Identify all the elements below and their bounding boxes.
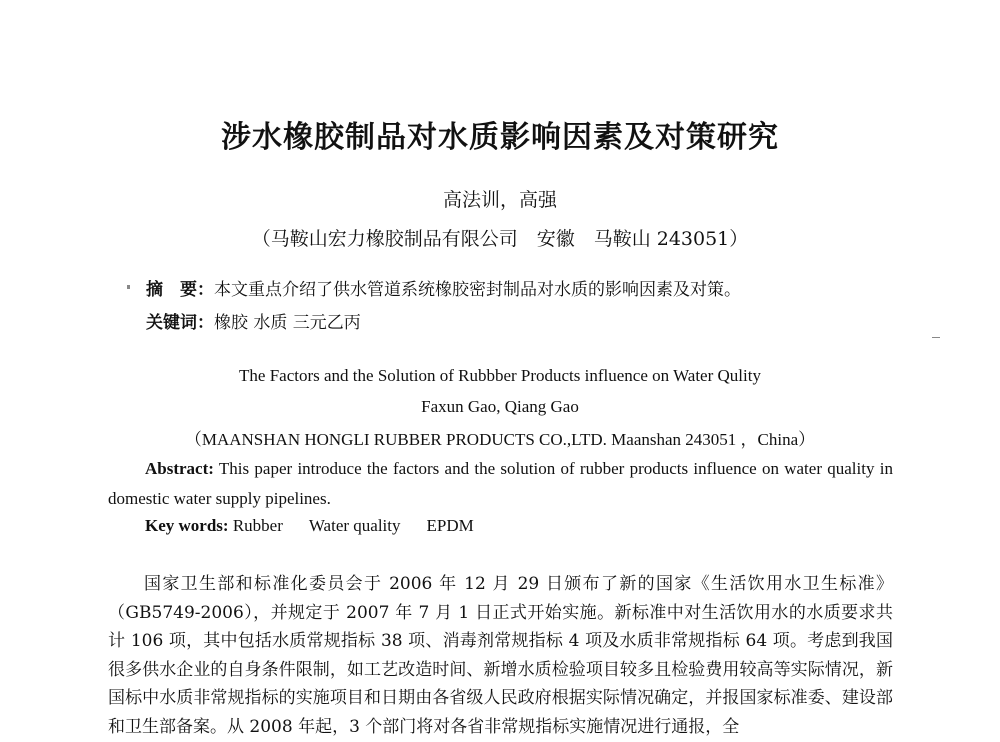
paper-title: 涉水橡胶制品对水质影响因素及对策研究 xyxy=(221,120,779,155)
abstract-cn-label: 摘 要： xyxy=(146,280,214,300)
abstract-cn xyxy=(146,275,741,300)
authors: 高法训，高强 xyxy=(442,189,557,211)
english-affiliation: （MAANSHAN HONGLI RUBBER PRODUCTS CO.,LTD. Maanshan 243051 ，China） xyxy=(184,430,816,449)
keywords-en-label: Key words: xyxy=(145,516,229,535)
abstract-cn-text: 本文重点介绍了供水管道系统橡胶密封制品对水质的影响因素及对策。 xyxy=(214,280,741,300)
affiliation: （马鞍山宏力橡胶制品有限公司 安徽 马鞍山 243051） xyxy=(251,228,749,250)
abstract-en-text: This paper introduce the factors and the solution of rubber products influence on water quality in domestic water supply pipelines. xyxy=(108,459,893,508)
keywords-cn xyxy=(146,308,361,333)
keywords-en xyxy=(145,516,474,536)
keywords-cn-label: 关键词： xyxy=(146,313,214,333)
keyword-3: EPDM xyxy=(426,516,474,535)
body-paragraph: 国家卫生部和标准化委员会于 2006 年 12 月 29 日颁布了新的国家《生活饮用水卫生标准》（GB5749-2006），并规定于 2007 年 7 月 1 日正式开始实施。新标准中对生活饮用水的水质要求共计 106 项，其中包括水质常规指标 38 项、消毒剂常规指标 4 项及水质非常规指标 64 项。考虑到我国很多供水企业的自身条件限制，如工艺改造时间、新增水质检验项目较多且检验费用较高等实际情况，新国标中水质非常规指标的实施项目和日期由各省级人民政府根据实际情况确定，并报国家标准委、建设部和卫生部备案。从 2008 年起，3 个部门将对各省非常规指标实施情况进行通报，全 xyxy=(108,574,893,737)
keyword-1: Rubber xyxy=(232,516,283,535)
abstract-en xyxy=(108,454,893,514)
keywords-cn-text: 橡胶 水质 三元乙丙 xyxy=(214,313,361,333)
abstract-en-label: Abstract: xyxy=(145,459,214,478)
keyword-2: Water quality xyxy=(308,516,401,535)
english-authors: Faxun Gao, Qiang Gao xyxy=(421,397,579,416)
scan-speck xyxy=(127,285,130,289)
english-title: The Factors and the Solution of Rubbber Products influence on Water Qulity xyxy=(239,366,761,385)
scan-speck xyxy=(932,337,940,338)
